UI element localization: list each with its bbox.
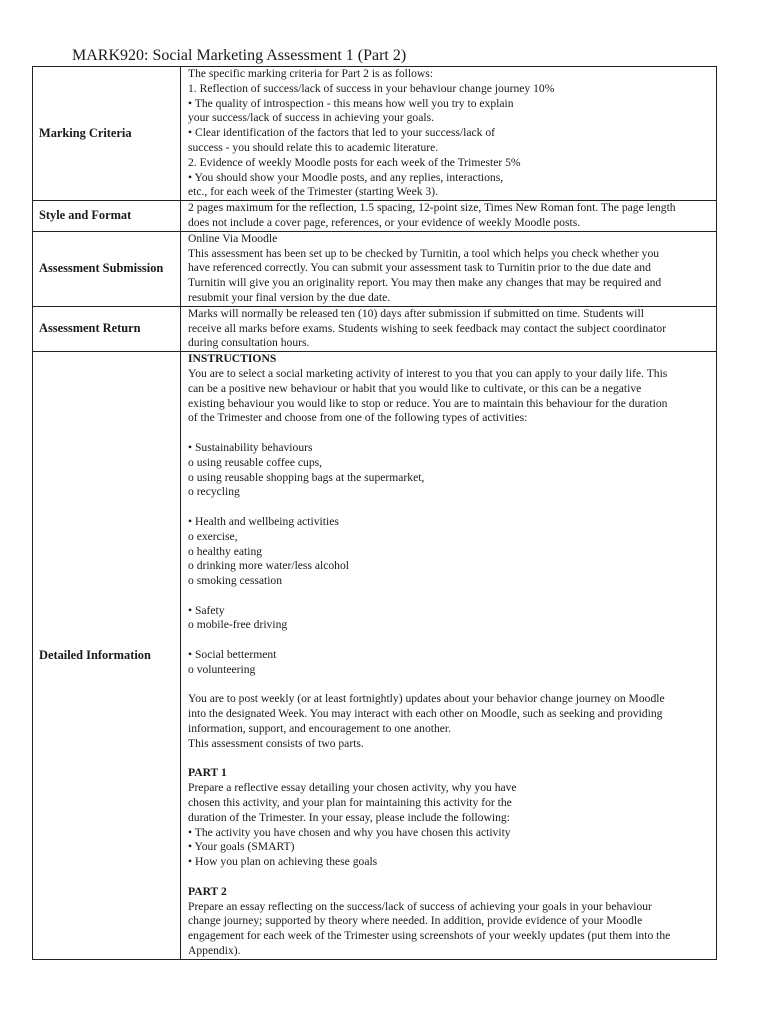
content-line: information, support, and encouragement to one another.	[188, 722, 452, 736]
content-line: o mobile-free driving	[188, 618, 288, 632]
content-line: existing behaviour you would like to stop or reduce. You are to maintain this behaviour for the duration	[188, 396, 668, 410]
row-label: Style and Format	[33, 201, 181, 232]
content-line: o drinking more water/less alcohol	[188, 559, 349, 573]
content-line: duration of the Trimester. In your essay, please include the following:	[188, 810, 510, 824]
content-line: etc., for each week of the Trimester (starting Week 3).	[188, 185, 438, 199]
content-line: 1. Reflection of success/lack of success in your behaviour change journey 10%	[188, 81, 555, 95]
content-line: • Sustainability behaviours	[188, 440, 313, 454]
content-line: success - you should relate this to academic literature.	[188, 140, 439, 154]
table-row-assessment-return	[33, 306, 717, 351]
content-line: • Safety	[188, 603, 225, 617]
content-line: • How you plan on achieving these goals	[188, 855, 378, 869]
content-line	[188, 589, 712, 604]
row-label: Detailed Information	[33, 352, 181, 960]
content-line: Prepare an essay reflecting on the success/lack of success of achieving your goals in your behaviour	[188, 899, 652, 913]
content-line: You are to post weekly (or at least fortnightly) updates about your behavior change journey on Moodle	[188, 692, 665, 706]
content-line: into the designated Week. You may interact with each other on Moodle, such as seeking and providing	[188, 707, 663, 721]
row-content	[181, 352, 717, 960]
content-line: o using reusable shopping bags at the supermarket,	[188, 470, 425, 484]
content-line: o healthy eating	[188, 544, 263, 558]
row-content	[181, 67, 717, 201]
content-line	[188, 500, 712, 515]
row-content	[181, 201, 717, 232]
content-line: Appendix).	[188, 944, 241, 958]
row-label: Assessment Submission	[33, 231, 181, 306]
table-row-assessment-submission	[33, 231, 717, 306]
content-line: • You should show your Moodle posts, and any replies, interactions,	[188, 170, 504, 184]
document-title: MARK920: Social Marketing Assessment 1 (Part 2)	[72, 47, 407, 64]
content-line: of the Trimester and choose from one of the following types of activities:	[188, 411, 528, 425]
content-line: You are to select a social marketing activity of interest to you that you can apply to your daily life. This	[188, 366, 668, 380]
content-line: receive all marks before exams. Students wishing to seek feedback may contact the subject coordinator	[188, 321, 667, 335]
content-line: This assessment consists of two parts.	[188, 736, 364, 750]
content-line: can be a positive new behaviour or habit that you would like to cultivate, or this can be a negative	[188, 381, 642, 395]
table-row-detailed-information	[33, 352, 717, 960]
assessment-table	[32, 66, 717, 960]
content-line: engagement for each week of the Trimester using screenshots of your weekly updates (put them into the	[188, 929, 671, 943]
content-line: change journey; supported by theory where needed. In addition, provide evidence of your Moodle	[188, 914, 643, 928]
content-line: • Clear identification of the factors that led to your success/lack of	[188, 126, 496, 140]
row-label: Assessment Return	[33, 306, 181, 351]
content-line: have referenced correctly. You can submit your assessment task to Turnitin prior to the due date and	[188, 261, 651, 275]
content-line: during consultation hours.	[188, 336, 310, 350]
content-line: chosen this activity, and your plan for maintaining this activity for the	[188, 796, 512, 810]
content-line: The specific marking criteria for Part 2 is as follows:	[188, 67, 434, 80]
content-line: o using reusable coffee cups,	[188, 455, 323, 469]
content-line: o exercise,	[188, 529, 238, 543]
content-line: • Your goals (SMART)	[188, 840, 295, 854]
content-line: PART 1	[188, 766, 227, 780]
content-line: o recycling	[188, 485, 240, 499]
content-line: o volunteering	[188, 662, 256, 676]
content-line: • Health and wellbeing activities	[188, 514, 339, 528]
content-line: Marks will normally be released ten (10) days after submission if submitted on time. Students will	[188, 306, 644, 320]
content-line: INSTRUCTIONS	[188, 352, 277, 366]
content-line: your success/lack of success in achieving your goals.	[188, 111, 434, 125]
table-row-style-and-format	[33, 201, 717, 232]
content-line: This assessment has been set up to be checked by Turnitin, a tool which helps you check whether you	[188, 246, 660, 260]
content-line: resubmit your final version by the due date.	[188, 290, 391, 304]
content-line: o smoking cessation	[188, 574, 283, 588]
content-line: 2 pages maximum for the reflection, 1.5 spacing, 12-point size, Times New Roman font. The page length	[188, 201, 676, 215]
content-line: Prepare a reflective essay detailing your chosen activity, why you have	[188, 781, 517, 795]
content-line: Turnitin will give you an originality report. You may then make any changes that may be required and	[188, 276, 662, 290]
content-line	[188, 678, 712, 693]
row-label: Marking Criteria	[33, 67, 181, 201]
content-line	[188, 633, 712, 648]
content-line	[188, 870, 712, 885]
content-line: Online Via Moodle	[188, 231, 278, 245]
content-line: does not include a cover page, references, or your evidence of weekly Moodle posts.	[188, 215, 581, 229]
row-content	[181, 231, 717, 306]
content-line: • Social betterment	[188, 648, 277, 662]
row-content	[181, 306, 717, 351]
content-line	[188, 426, 712, 441]
content-line	[188, 752, 712, 767]
content-line: • The activity you have chosen and why you have chosen this activity	[188, 825, 511, 839]
table-row-marking-criteria	[33, 67, 717, 201]
content-line: • The quality of introspection - this means how well you try to explain	[188, 96, 514, 110]
content-line: PART 2	[188, 884, 227, 898]
content-line: 2. Evidence of weekly Moodle posts for each week of the Trimester 5%	[188, 155, 521, 169]
